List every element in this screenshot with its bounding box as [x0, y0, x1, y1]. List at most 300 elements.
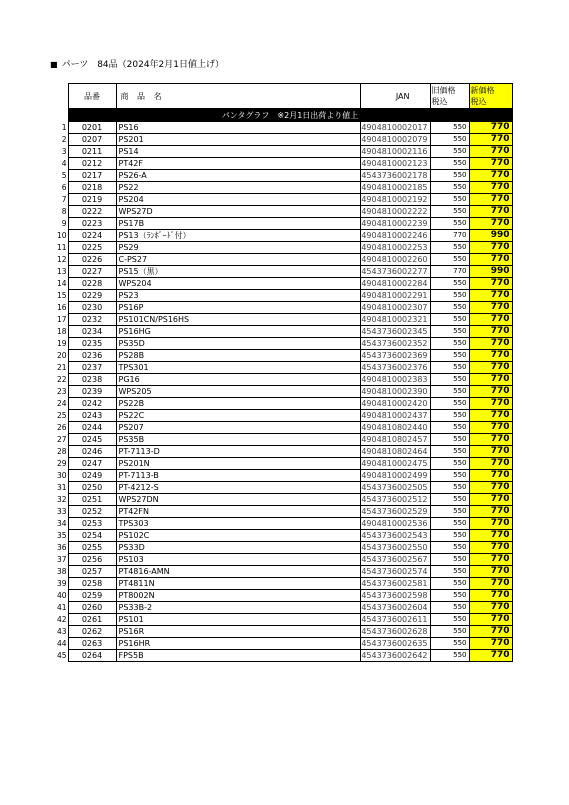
table-row: [57, 398, 512, 410]
old-price: 550: [430, 650, 469, 662]
old-price: 550: [430, 446, 469, 458]
table-row: [57, 422, 512, 434]
row-number: 10: [57, 231, 67, 240]
new-price: 770: [469, 158, 512, 170]
page-title: [50, 57, 224, 70]
product-name: WPS205: [116, 386, 360, 398]
row-number: 18: [57, 327, 67, 336]
row-number: 32: [57, 495, 67, 504]
row-number: 35: [57, 531, 67, 540]
old-price: 550: [430, 206, 469, 218]
product-name: PS33B-2: [116, 602, 360, 614]
old-price: 770: [430, 266, 469, 278]
section-label: パンタグラフ ※2月1日出荷より値上: [68, 109, 512, 122]
product-code: 0230: [68, 302, 116, 314]
row-number: 33: [57, 507, 67, 516]
new-price: 770: [469, 194, 512, 206]
table-row: [57, 242, 512, 254]
product-name: TPS303: [116, 518, 360, 530]
row-number: 44: [57, 639, 67, 648]
product-name: PS103: [116, 554, 360, 566]
old-price: 550: [430, 458, 469, 470]
new-price: 770: [469, 590, 512, 602]
jan-code: 4543736002604: [360, 602, 430, 614]
jan-code: 4543736002376: [360, 362, 430, 374]
product-name: PT8002N: [116, 590, 360, 602]
jan-header: JAN: [360, 84, 430, 109]
product-name: PS16HR: [116, 638, 360, 650]
row-number: 23: [57, 387, 67, 396]
old-price: 550: [430, 218, 469, 230]
old-price: 550: [430, 326, 469, 338]
product-name: PS23: [116, 290, 360, 302]
product-name: PS201: [116, 134, 360, 146]
product-code: 0263: [68, 638, 116, 650]
new-price: 770: [469, 182, 512, 194]
old-price: 550: [430, 254, 469, 266]
jan-code: 4904810002123: [360, 158, 430, 170]
table-row: [57, 626, 512, 638]
table-row: [57, 302, 512, 314]
row-number: 3: [57, 146, 68, 158]
table-row: [57, 434, 512, 446]
jan-code: 4543736002642: [360, 650, 430, 662]
old-price: 550: [430, 566, 469, 578]
row-number: 7: [57, 194, 68, 206]
new-price: 770: [469, 554, 512, 566]
product-name: PT42F: [116, 158, 360, 170]
product-code: 0261: [68, 614, 116, 626]
price-table: [57, 83, 513, 662]
old-price: 550: [430, 626, 469, 638]
new-price: 770: [469, 446, 512, 458]
new-price: 770: [469, 638, 512, 650]
new-price: 770: [469, 458, 512, 470]
table-row: [57, 314, 512, 326]
product-code: 0234: [68, 326, 116, 338]
new-price: 770: [469, 494, 512, 506]
jan-code: 4904810002017: [360, 122, 430, 134]
old-price: 550: [430, 386, 469, 398]
product-name: PT42FN: [116, 506, 360, 518]
jan-code: 4543736002352: [360, 338, 430, 350]
row-number: 29: [57, 459, 67, 468]
product-code: 0249: [68, 470, 116, 482]
product-code: 0244: [68, 422, 116, 434]
old-price: 550: [430, 602, 469, 614]
product-name: PS16: [116, 122, 360, 134]
product-code: 0207: [68, 134, 116, 146]
jan-code: 4904810002475: [360, 458, 430, 470]
old-price: 550: [430, 362, 469, 374]
jan-code: 4904810802457: [360, 434, 430, 446]
jan-code: 4904810002116: [360, 146, 430, 158]
jan-code: 4904810002291: [360, 290, 430, 302]
old-price: 550: [430, 518, 469, 530]
new-price: 770: [469, 326, 512, 338]
jan-code: 4904810002420: [360, 398, 430, 410]
old-price: 550: [430, 350, 469, 362]
old-price: 550: [430, 242, 469, 254]
table-row: [57, 338, 512, 350]
row-number: 41: [57, 603, 67, 612]
table-row: [57, 518, 512, 530]
jan-code: 4904810002192: [360, 194, 430, 206]
row-number: 28: [57, 447, 67, 456]
new-price: 770: [469, 206, 512, 218]
table-row: [57, 602, 512, 614]
product-name: PT-7113-D: [116, 446, 360, 458]
product-name: PS101CN/PS16HS: [116, 314, 360, 326]
jan-code: 4904810002253: [360, 242, 430, 254]
table-row: [57, 470, 512, 482]
product-name: PS101: [116, 614, 360, 626]
jan-code: 4543736002567: [360, 554, 430, 566]
product-code: 0242: [68, 398, 116, 410]
jan-code: 4904810002383: [360, 374, 430, 386]
row-number: 24: [57, 399, 67, 408]
jan-code: 4543736002574: [360, 566, 430, 578]
jan-code: 4543736002611: [360, 614, 430, 626]
square-bullet-icon: ■: [50, 60, 58, 69]
product-code: 0238: [68, 374, 116, 386]
table-row: [57, 362, 512, 374]
new-price-header-line2: 税込: [470, 97, 487, 106]
row-number: 43: [57, 627, 67, 636]
table-row: [57, 218, 512, 230]
table-row: [57, 494, 512, 506]
old-price: 550: [430, 578, 469, 590]
product-code: 0260: [68, 602, 116, 614]
jan-code: 4543736002178: [360, 170, 430, 182]
old-price: 550: [430, 398, 469, 410]
new-price: 990: [469, 266, 512, 278]
jan-code: 4543736002550: [360, 542, 430, 554]
old-price: 550: [430, 194, 469, 206]
product-code: 0218: [68, 182, 116, 194]
new-price: 770: [469, 338, 512, 350]
old-price: 550: [430, 122, 469, 134]
product-code: 0246: [68, 446, 116, 458]
row-number: 21: [57, 363, 67, 372]
row-number: 25: [57, 411, 67, 420]
table-row: [57, 482, 512, 494]
product-code: 0247: [68, 458, 116, 470]
product-code: 0250: [68, 482, 116, 494]
jan-code: 4904810002437: [360, 410, 430, 422]
row-number: 15: [57, 291, 67, 300]
new-price: 770: [469, 218, 512, 230]
jan-code: 4904810802464: [360, 446, 430, 458]
product-name: PS22C: [116, 410, 360, 422]
product-name: PS15（黒）: [116, 266, 360, 278]
product-name: PS201N: [116, 458, 360, 470]
jan-code: 4904810002260: [360, 254, 430, 266]
product-name: WPS27D: [116, 206, 360, 218]
new-price: 770: [469, 410, 512, 422]
old-price: 550: [430, 614, 469, 626]
product-name: PS22: [116, 182, 360, 194]
name-header: 商 品 名: [116, 84, 360, 109]
product-code: 0253: [68, 518, 116, 530]
row-number: 11: [57, 243, 67, 252]
code-header: 品番: [68, 84, 116, 109]
jan-code: 4904810002499: [360, 470, 430, 482]
table-row: [57, 326, 512, 338]
new-price: 770: [469, 170, 512, 182]
product-code: 0217: [68, 170, 116, 182]
row-number: 22: [57, 375, 67, 384]
new-price: 770: [469, 482, 512, 494]
table-header-row: [57, 84, 512, 109]
new-price: 770: [469, 422, 512, 434]
product-code: 0235: [68, 338, 116, 350]
row-number: 30: [57, 471, 67, 480]
jan-code: 4543736002598: [360, 590, 430, 602]
new-price: 770: [469, 254, 512, 266]
old-price: 550: [430, 422, 469, 434]
new-price: 770: [469, 578, 512, 590]
table-row: [57, 446, 512, 458]
table-row: [57, 266, 512, 278]
product-name: FPS5B: [116, 650, 360, 662]
product-name: PS16HG: [116, 326, 360, 338]
table-row: [57, 290, 512, 302]
old-price: 550: [430, 374, 469, 386]
new-price: 770: [469, 530, 512, 542]
old-price: 550: [430, 146, 469, 158]
product-name: PS14: [116, 146, 360, 158]
product-code: 0264: [68, 650, 116, 662]
row-number: 20: [57, 351, 67, 360]
row-number: 5: [57, 170, 68, 182]
product-name: PS26-A: [116, 170, 360, 182]
table-row: [57, 230, 512, 242]
product-name: PS22B: [116, 398, 360, 410]
table-row: [57, 170, 512, 182]
old-price: 550: [430, 302, 469, 314]
product-name: C-PS27: [116, 254, 360, 266]
product-code: 0243: [68, 410, 116, 422]
product-name: PS207: [116, 422, 360, 434]
jan-code: 4904810802440: [360, 422, 430, 434]
jan-code: 4543736002369: [360, 350, 430, 362]
jan-code: 4904810002185: [360, 182, 430, 194]
old-price: 550: [430, 290, 469, 302]
table-row: [57, 554, 512, 566]
new-price: 770: [469, 626, 512, 638]
product-name: PS17B: [116, 218, 360, 230]
jan-code: 4543736002628: [360, 626, 430, 638]
new-price: 770: [469, 566, 512, 578]
new-price: 770: [469, 650, 512, 662]
product-code: 0223: [68, 218, 116, 230]
table-row: [57, 506, 512, 518]
new-price: 770: [469, 614, 512, 626]
product-code: 0254: [68, 530, 116, 542]
product-code: 0227: [68, 266, 116, 278]
old-price: 550: [430, 482, 469, 494]
product-name: TPS301: [116, 362, 360, 374]
section-spacer: [57, 109, 68, 122]
product-code: 0256: [68, 554, 116, 566]
table-row: [57, 590, 512, 602]
jan-code: 4904810002284: [360, 278, 430, 290]
jan-code: 4904810002321: [360, 314, 430, 326]
row-number: 9: [57, 218, 68, 230]
product-name: PT-4212-S: [116, 482, 360, 494]
product-name: WPS27DN: [116, 494, 360, 506]
new-price: 770: [469, 434, 512, 446]
table-row: [57, 530, 512, 542]
table-row: [57, 614, 512, 626]
product-name: PS16P: [116, 302, 360, 314]
new-price: 770: [469, 506, 512, 518]
row-number: 8: [57, 206, 68, 218]
product-name: WPS204: [116, 278, 360, 290]
product-code: 0257: [68, 566, 116, 578]
table-row: [57, 542, 512, 554]
table-row: [57, 278, 512, 290]
old-price: 550: [430, 638, 469, 650]
new-price: 990: [469, 230, 512, 242]
old-price: 550: [430, 278, 469, 290]
product-code: 0229: [68, 290, 116, 302]
row-number: 16: [57, 303, 67, 312]
row-number: 39: [57, 579, 67, 588]
jan-code: 4543736002529: [360, 506, 430, 518]
product-name: PS35B: [116, 434, 360, 446]
table-row: [57, 410, 512, 422]
product-name: PS16R: [116, 626, 360, 638]
row-number: 1: [57, 122, 68, 134]
product-code: 0255: [68, 542, 116, 554]
row-number: 34: [57, 519, 67, 528]
old-price: 550: [430, 530, 469, 542]
jan-code: 4543736002512: [360, 494, 430, 506]
old-price: 550: [430, 506, 469, 518]
old-price: 550: [430, 554, 469, 566]
product-code: 0237: [68, 362, 116, 374]
new-price: 770: [469, 602, 512, 614]
old-price: 550: [430, 494, 469, 506]
product-name: PT4816-AMN: [116, 566, 360, 578]
table-row: [57, 650, 512, 662]
jan-code: 4904810002307: [360, 302, 430, 314]
product-name: PS204: [116, 194, 360, 206]
old-price: 550: [430, 590, 469, 602]
table-row: [57, 566, 512, 578]
row-number: 27: [57, 435, 67, 444]
jan-code: 4904810002536: [360, 518, 430, 530]
old-price: 550: [430, 314, 469, 326]
product-code: 0212: [68, 158, 116, 170]
row-number: 45: [57, 651, 67, 660]
product-name: PS102C: [116, 530, 360, 542]
old-price: 550: [430, 542, 469, 554]
product-code: 0252: [68, 506, 116, 518]
row-number: 36: [57, 543, 67, 552]
product-code: 0239: [68, 386, 116, 398]
table-row: [57, 350, 512, 362]
row-number: 17: [57, 315, 67, 324]
table-row: [57, 206, 512, 218]
old-price: 770: [430, 230, 469, 242]
old-price-header-line2: 税込: [431, 97, 448, 106]
new-price: 770: [469, 350, 512, 362]
jan-code: 4543736002505: [360, 482, 430, 494]
old-price: 550: [430, 470, 469, 482]
old-price: 550: [430, 170, 469, 182]
new-price: 770: [469, 134, 512, 146]
row-number: 19: [57, 339, 67, 348]
page-title-text: パーツ 84品（2024年2月1日値上げ）: [61, 60, 225, 70]
row-number: 37: [57, 555, 67, 564]
product-code: 0201: [68, 122, 116, 134]
new-price: 770: [469, 278, 512, 290]
product-code: 0222: [68, 206, 116, 218]
section-row: [57, 109, 512, 122]
new-price: 770: [469, 314, 512, 326]
new-price: 770: [469, 362, 512, 374]
row-number: 4: [57, 158, 68, 170]
new-price: 770: [469, 542, 512, 554]
product-name: PG16: [116, 374, 360, 386]
product-code: 0245: [68, 434, 116, 446]
product-name: PS13（ﾗﾝﾎﾞｰﾄﾞ付）: [116, 230, 360, 242]
table-row: [57, 194, 512, 206]
row-number-header: [57, 84, 68, 109]
old-price: 550: [430, 338, 469, 350]
new-price: 770: [469, 242, 512, 254]
new-price-header: [469, 84, 512, 109]
old-price: 550: [430, 158, 469, 170]
product-name: PS28B: [116, 350, 360, 362]
jan-code: 4543736002581: [360, 578, 430, 590]
table-row: [57, 386, 512, 398]
product-name: PS33D: [116, 542, 360, 554]
jan-code: 4543736002345: [360, 326, 430, 338]
new-price: 770: [469, 470, 512, 482]
new-price: 770: [469, 122, 512, 134]
product-code: 0226: [68, 254, 116, 266]
table-row: [57, 158, 512, 170]
row-number: 38: [57, 567, 67, 576]
product-code: 0228: [68, 278, 116, 290]
table-row: [57, 146, 512, 158]
row-number: 14: [57, 279, 67, 288]
new-price: 770: [469, 374, 512, 386]
old-price: 550: [430, 434, 469, 446]
table-row: [57, 182, 512, 194]
new-price: 770: [469, 398, 512, 410]
jan-code: 4543736002543: [360, 530, 430, 542]
product-code: 0232: [68, 314, 116, 326]
jan-code: 4904810002239: [360, 218, 430, 230]
table-row: [57, 122, 512, 134]
row-number: 26: [57, 423, 67, 432]
table-row: [57, 254, 512, 266]
table-row: [57, 638, 512, 650]
product-code: 0236: [68, 350, 116, 362]
row-number: 40: [57, 591, 67, 600]
jan-code: 4543736002277: [360, 266, 430, 278]
product-code: 0259: [68, 590, 116, 602]
product-code: 0258: [68, 578, 116, 590]
jan-code: 4543736002635: [360, 638, 430, 650]
new-price: 770: [469, 518, 512, 530]
row-number: 31: [57, 483, 67, 492]
